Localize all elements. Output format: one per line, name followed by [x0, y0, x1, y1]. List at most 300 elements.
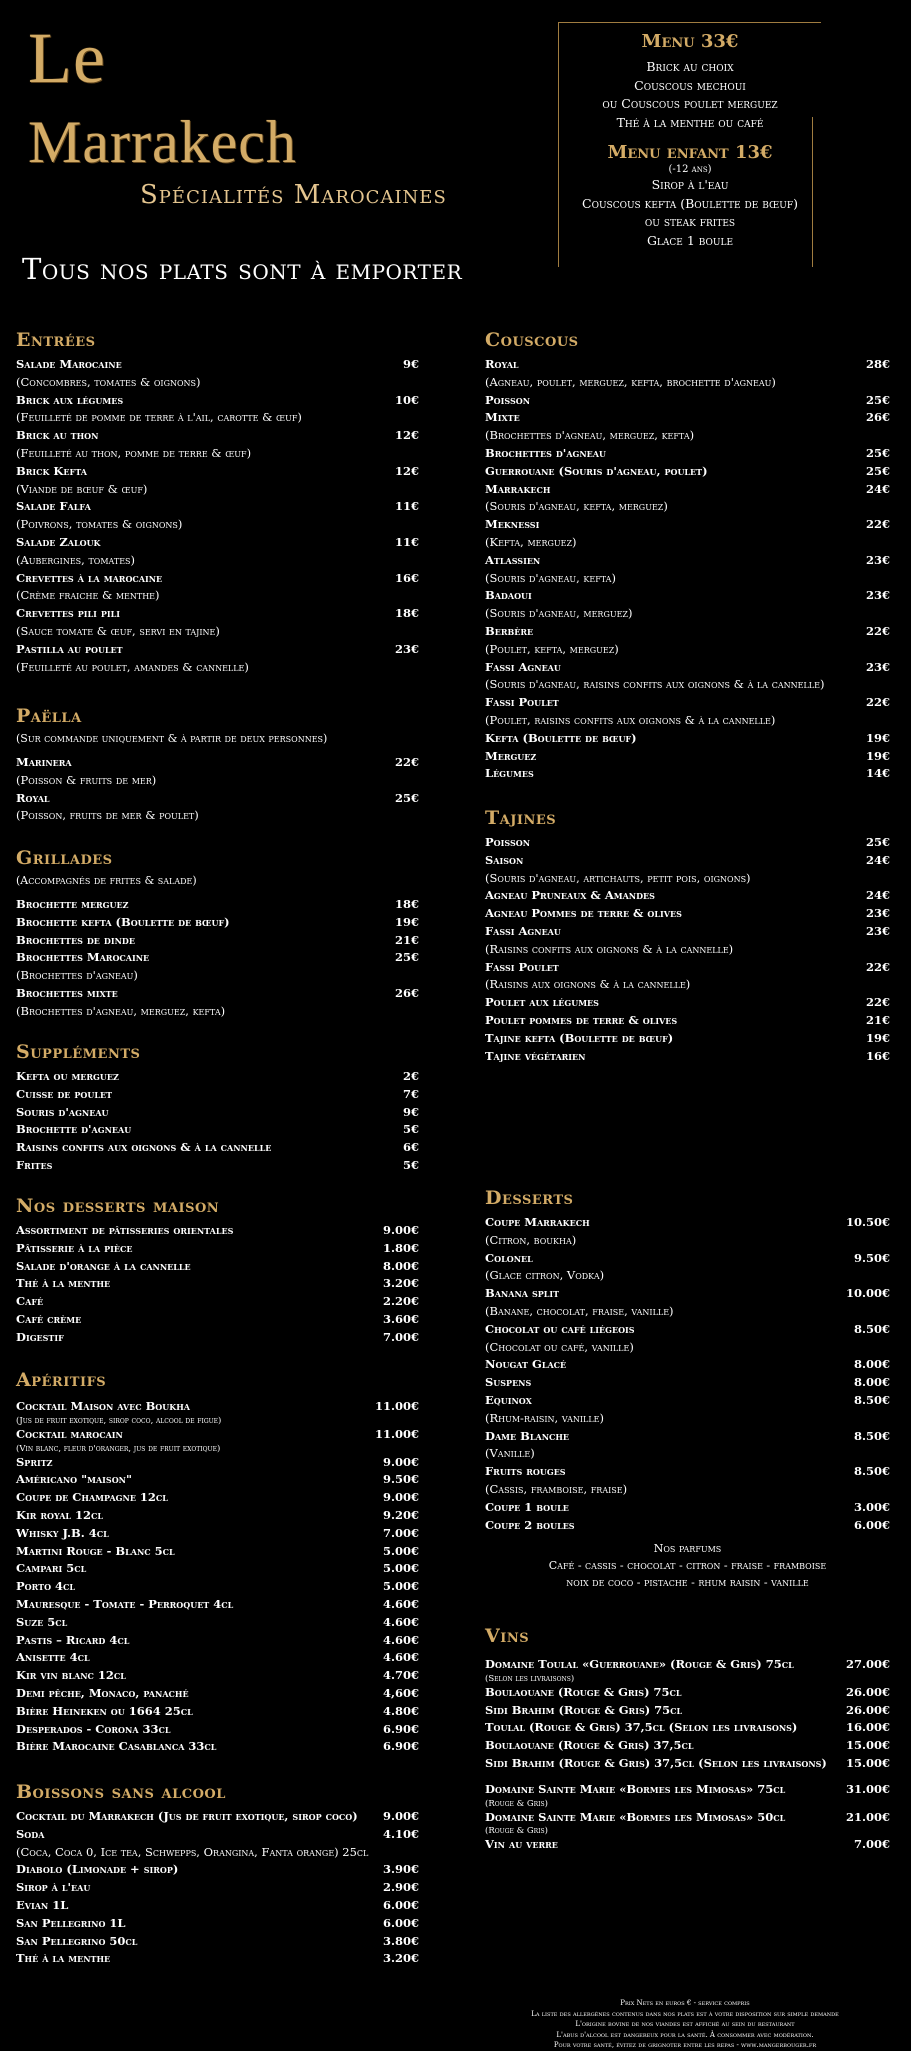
menu-item	[485, 1392, 890, 1410]
item-name: Brochette d'agneau	[16, 1122, 132, 1137]
item-description: (Souris d'agneau, kefta)	[485, 570, 616, 585]
item-description: (Raisins confits aux oignons & à la cannelle)	[485, 941, 734, 956]
item-name: Poulet aux légumes	[485, 995, 599, 1010]
item-price: 8.50€	[853, 1392, 890, 1407]
menu-item	[485, 659, 890, 677]
menu-item	[485, 887, 890, 905]
item-description: (Poulet, raisins confits aux oignons & à la cannelle)	[485, 712, 776, 727]
item-price: 4.60€	[382, 1614, 419, 1629]
menu-item	[485, 959, 890, 977]
menu-item	[16, 1543, 419, 1561]
menu-item	[16, 534, 419, 552]
item-price: 9.00€	[382, 1809, 419, 1823]
section-title: Paëlla	[16, 705, 82, 727]
item-price: 11.00€	[374, 1399, 419, 1413]
menu-line: ou Couscous poulet merguez	[602, 96, 778, 111]
item-name: Cocktail du Marrakech (Jus de fruit exotique, sirop coco)	[16, 1809, 358, 1823]
item-price: 3.20€	[382, 1951, 419, 1966]
item-price: 21€	[865, 1012, 890, 1027]
item-description: (Brochettes d'agneau)	[16, 968, 138, 983]
section-title: Entrées	[16, 329, 96, 351]
item-name: Martini Rouge - Blanc 5cl	[16, 1543, 175, 1558]
item-name: Thé à la menthe	[16, 1951, 111, 1966]
item-name: Salade Marocaine	[16, 357, 122, 371]
footer-legal	[480, 1998, 890, 2051]
item-name: Pastis – Ricard 4cl	[16, 1632, 130, 1647]
item-name: Toulal (Rouge & Gris) 37,5cl (Selon les livraisons)	[485, 1720, 798, 1735]
menu-line: Sirop à l'eau	[651, 177, 729, 192]
item-price: 6.00€	[853, 1517, 890, 1532]
item-price: 7€	[402, 1086, 419, 1101]
item-price: 23€	[865, 923, 890, 938]
item-name: Demi pêche, Monaco, panaché	[16, 1685, 189, 1700]
item-list	[16, 754, 419, 825]
item-description: (Concombres, tomates & oignons)	[16, 374, 201, 389]
item-name: Fruits rouges	[485, 1464, 566, 1479]
item-price: 2€	[402, 1069, 419, 1083]
item-name: Bière Heineken ou 1664 25cl	[16, 1703, 193, 1718]
menu-line: Couscous kefta (Boulette de bœuf)	[582, 195, 798, 211]
item-price: 31.00€	[845, 1781, 890, 1796]
item-price: 4.10€	[382, 1826, 419, 1841]
menu-item	[485, 1374, 890, 1392]
item-price: 6.90€	[382, 1721, 419, 1736]
section-aperitifs	[16, 1368, 419, 1756]
item-name: Kefta ou merguez	[16, 1069, 119, 1083]
item-name: Cocktail Maison avec Boukha	[16, 1399, 190, 1413]
item-name: Merguez	[485, 748, 537, 763]
menu-item	[16, 1703, 419, 1721]
logo-le: Le	[28, 18, 106, 98]
menu-line: Couscous mechoui	[634, 77, 746, 93]
menu-item	[485, 1428, 890, 1446]
menu-item	[485, 852, 890, 870]
item-name: Meknessi	[485, 517, 540, 532]
set-menu-box	[558, 22, 821, 267]
item-description: (Crème fraiche & menthe)	[16, 588, 160, 603]
item-name: Salade Zalouk	[16, 534, 101, 549]
item-description: (Cassis, framboise, fraise)	[485, 1481, 628, 1496]
item-price: 21.00€	[845, 1809, 890, 1824]
item-price: 27.00€	[845, 1657, 890, 1671]
logo-subtitle: Spécialités Marocaines	[140, 180, 447, 210]
item-price: 25€	[865, 835, 890, 849]
menu-item	[16, 985, 419, 1003]
item-price: 22€	[865, 517, 890, 532]
item-price: 9€	[402, 1104, 419, 1119]
section-title: Boissons sans alcool	[16, 1781, 226, 1803]
item-name: Anisette 4cl	[16, 1650, 90, 1665]
item-price: 21€	[394, 932, 419, 947]
parfums-title: Nos parfums	[653, 1542, 722, 1556]
item-name: Fassi Poulet	[485, 959, 559, 974]
menu-item	[16, 641, 419, 659]
menu-item	[16, 1104, 419, 1122]
item-name: Assortiment de pâtisseries orientales	[16, 1223, 234, 1237]
item-name: Coupe 1 boule	[485, 1499, 569, 1514]
menu-item	[16, 1086, 419, 1104]
item-price: 24€	[865, 888, 890, 903]
item-name: Digestif	[16, 1329, 64, 1344]
item-price: 15.00€	[845, 1738, 890, 1753]
item-name: Sidi Brahim (Rouge & Gris) 75cl	[485, 1702, 683, 1717]
menu-item	[485, 905, 890, 923]
item-price: 19€	[865, 748, 890, 763]
item-name: Whisky J.B. 4cl	[16, 1525, 109, 1540]
item-price: 26€	[394, 985, 419, 1000]
item-price: 4.80€	[382, 1703, 419, 1718]
item-price: 5.00€	[382, 1561, 419, 1576]
menu-item	[16, 1293, 419, 1311]
section-tajines	[485, 806, 890, 1065]
item-name: Campari 5cl	[16, 1561, 87, 1576]
menu-item	[485, 1809, 890, 1827]
enfant-lines	[559, 176, 821, 250]
item-price: 22€	[865, 995, 890, 1010]
menu-item	[485, 748, 890, 766]
menu-item	[485, 1499, 890, 1517]
item-name: Brochette merguez	[16, 897, 129, 911]
item-price: 4,60€	[382, 1685, 419, 1700]
item-price: 9.00€	[382, 1454, 419, 1469]
item-price: 23€	[865, 659, 890, 674]
menu-line: Brick au choix	[646, 59, 734, 74]
item-name: Colonel	[485, 1250, 533, 1265]
menu-item	[485, 1321, 890, 1339]
menu-item	[16, 1649, 419, 1667]
menu-item	[16, 1879, 419, 1897]
menu-item	[16, 1915, 419, 1933]
menu-line: ou steak frites	[644, 214, 736, 229]
item-name: Soda	[16, 1826, 45, 1841]
section-note: (Sur commande uniquement & à partir de deux personnes)	[16, 732, 328, 745]
item-price: 3.80€	[382, 1933, 419, 1948]
menu-item	[485, 1684, 890, 1702]
menu-item	[485, 1836, 890, 1854]
menu-item	[16, 463, 419, 481]
item-price: 4.60€	[382, 1596, 419, 1611]
item-name: San Pellegrino 1L	[16, 1915, 126, 1930]
item-name: Américano "maison"	[16, 1472, 132, 1487]
item-price: 9€	[402, 357, 419, 371]
section-desserts-maison	[16, 1194, 419, 1347]
item-name: Kir vin blanc 12cl	[16, 1668, 126, 1683]
menu-item	[16, 356, 419, 374]
item-name: Brochettes mixte	[16, 985, 118, 1000]
item-name: Evian 1L	[16, 1897, 69, 1912]
section-title: Tajines	[485, 807, 557, 829]
item-price: 12€	[394, 463, 419, 478]
section-note: (Accompagnés de frites & salade)	[16, 874, 197, 887]
item-name: Domaine Toulal «Guerrouane» (Rouge & Gris) 75cl	[485, 1657, 794, 1671]
item-name: Cuisse de poulet	[16, 1086, 113, 1101]
menu-item	[485, 1656, 890, 1674]
section-title: Nos desserts maison	[16, 1195, 220, 1217]
item-name: Marinera	[16, 755, 72, 769]
item-description: (Viande de bœuf & œuf)	[16, 481, 148, 496]
logo-marrakech: Marrakech	[28, 109, 297, 175]
item-note: (Rouge & Gris)	[485, 1798, 548, 1809]
item-name: Poisson	[485, 835, 531, 849]
item-description: (Banane, chocolat, fraise, vanille)	[485, 1303, 674, 1318]
menu-item	[485, 1214, 890, 1232]
menu-item	[16, 1808, 419, 1826]
item-price: 8.50€	[853, 1464, 890, 1479]
item-name: Tajine végétarien	[485, 1048, 586, 1063]
menu-item	[485, 356, 890, 374]
menu-item	[16, 1578, 419, 1596]
item-name: Nougat Glacé	[485, 1357, 567, 1372]
menu-item	[485, 587, 890, 605]
section-paella	[16, 704, 419, 825]
item-price: 9.00€	[382, 1490, 419, 1505]
item-price: 22€	[394, 755, 419, 769]
menu-title: Menu 33€	[641, 31, 739, 52]
item-name: Fassi Poulet	[485, 695, 559, 710]
item-description: (Poisson & fruits de mer)	[16, 772, 157, 787]
item-name: Brochettes Marocaine	[16, 950, 150, 965]
parfums	[485, 1540, 890, 1591]
item-name: Coupe 2 boules	[485, 1517, 575, 1532]
restaurant-logo	[28, 18, 498, 212]
item-price: 5€	[402, 1157, 419, 1172]
item-price: 2.20€	[382, 1294, 419, 1309]
item-price: 26.00€	[845, 1702, 890, 1717]
item-list	[16, 1222, 419, 1347]
menu-item	[485, 516, 890, 534]
section-title: Apéritifs	[16, 1369, 107, 1391]
item-price: 11.00€	[374, 1426, 419, 1441]
menu-item	[16, 1614, 419, 1632]
menu-item	[16, 1560, 419, 1578]
section-title: Vins	[485, 1625, 530, 1647]
item-name: Crevettes pili pili	[16, 606, 120, 621]
spacer	[485, 1773, 890, 1781]
item-price: 18€	[394, 606, 419, 621]
item-name: Agneau Pommes de terre & olives	[485, 906, 682, 921]
item-price: 25€	[394, 790, 419, 805]
item-price: 3.00€	[853, 1499, 890, 1514]
item-name: Café	[16, 1294, 44, 1309]
section-couscous	[485, 328, 890, 783]
item-price: 8.00€	[853, 1357, 890, 1372]
enfant-age: (-12 ans)	[668, 164, 712, 175]
item-name: Poisson	[485, 392, 531, 407]
menu-item	[485, 1719, 890, 1737]
item-price: 7.00€	[382, 1329, 419, 1344]
menu-item	[485, 694, 890, 712]
item-name: Raisins confits aux oignons & à la cannelle	[16, 1140, 272, 1155]
menu-item	[485, 834, 890, 852]
menu-item	[16, 1525, 419, 1543]
item-name: Brick aux légumes	[16, 392, 124, 407]
item-name: Spritz	[16, 1454, 53, 1469]
item-name: Kefta (Boulette de bœuf)	[485, 730, 637, 745]
item-price: 24€	[865, 852, 890, 867]
item-list	[485, 834, 890, 1065]
item-list	[16, 356, 419, 676]
item-name: Desperados - Corona 33cl	[16, 1721, 171, 1736]
item-name: Royal	[16, 790, 50, 805]
item-description: (Souris d'agneau, kefta, merguez)	[485, 499, 668, 514]
menu-item	[485, 463, 890, 481]
menu-item	[485, 552, 890, 570]
menu-item	[16, 949, 419, 967]
section-title: Grillades	[16, 847, 113, 869]
menu-item	[16, 754, 419, 772]
item-price: 28€	[865, 357, 890, 371]
item-price: 19€	[865, 730, 890, 745]
item-note: (Vin blanc, fleur d'oranger, jus de fruit exotique)	[16, 1443, 221, 1454]
item-name: Frites	[16, 1157, 53, 1172]
item-name: Brochettes d'agneau	[485, 445, 606, 460]
footer-line: L'abus d'alcool est dangereux pour la santé. À consommer avec modération.	[556, 2030, 814, 2039]
menu-item	[485, 1755, 890, 1773]
menu-item	[16, 1667, 419, 1685]
section-supplements	[16, 1040, 419, 1175]
item-name: Badaoui	[485, 588, 532, 603]
menu-item	[16, 1222, 419, 1240]
menu-item	[485, 1356, 890, 1374]
menu-item	[485, 392, 890, 410]
menu-item	[16, 1068, 419, 1086]
item-description: (Poulet, kefta, merguez)	[485, 641, 619, 656]
item-description: (Vanille)	[485, 1446, 535, 1461]
item-description: (Citron, boukha)	[485, 1232, 577, 1247]
item-price: 23€	[394, 641, 419, 656]
item-name: Coupe Marrakech	[485, 1215, 590, 1229]
item-name: Brochette kefta (Boulette de bœuf)	[16, 914, 230, 929]
item-name: Brick Kefta	[16, 463, 87, 478]
section-grillades	[16, 846, 419, 1021]
item-name: Brick au thon	[16, 428, 99, 443]
item-name: Sidi Brahim (Rouge & Gris) 37,5cl (Selon les livraisons)	[485, 1755, 827, 1770]
item-name: Boulaouane (Rouge & Gris) 37,5cl	[485, 1738, 694, 1753]
item-price: 19€	[394, 914, 419, 929]
footer-line: L'origine bovine de nos viandes est affiché au sein du restaurant	[575, 2020, 795, 2028]
item-price: 26€	[865, 410, 890, 425]
menu-item	[16, 1240, 419, 1258]
item-price: 2.90€	[382, 1880, 419, 1895]
item-note: (Selon les livraisons)	[485, 1673, 575, 1684]
item-price: 24€	[865, 481, 890, 496]
item-description: (Glace citron, Vodka)	[485, 1268, 605, 1283]
item-price: 5.00€	[382, 1543, 419, 1558]
item-description: (Souris d'agneau, artichauts, petit pois, oignons)	[485, 870, 751, 885]
item-price: 23€	[865, 552, 890, 567]
menu-item	[485, 1517, 890, 1535]
menu-item	[16, 932, 419, 950]
menu-item	[485, 1781, 890, 1799]
menu-item	[16, 392, 419, 410]
item-price: 22€	[865, 959, 890, 974]
item-description: (Poisson, fruits de mer & poulet)	[16, 808, 199, 823]
menu-item	[16, 1738, 419, 1756]
item-list	[16, 1808, 419, 1968]
menu-item	[16, 1826, 419, 1844]
item-price: 10€	[394, 392, 419, 407]
item-description: (Brochettes d'agneau, merguez, kefta)	[485, 428, 695, 443]
item-name: Agneau Pruneaux & Amandes	[485, 888, 655, 903]
item-name: Tajine kefta (Boulette de bœuf)	[485, 1030, 674, 1045]
item-price: 6€	[402, 1140, 419, 1155]
menu-item	[16, 1507, 419, 1525]
item-price: 4.60€	[382, 1632, 419, 1647]
item-description: (Raisins aux oignons & à la cannelle)	[485, 977, 691, 992]
item-description: (Feuilleté au poulet, amandes & cannelle)	[16, 659, 249, 674]
item-name: Salade d'orange à la cannelle	[16, 1258, 191, 1273]
item-name: Banana split	[485, 1286, 560, 1301]
item-name: Légumes	[485, 766, 534, 781]
item-price: 4.60€	[382, 1650, 419, 1665]
item-description: (Kefta, merguez)	[485, 534, 577, 549]
item-name: Boulaouane (Rouge & Gris) 75cl	[485, 1684, 682, 1699]
menu-item	[16, 1258, 419, 1276]
menu-line: Glace 1 boule	[646, 232, 734, 248]
item-price: 3.60€	[382, 1311, 419, 1326]
menu-item	[16, 605, 419, 623]
menu-item	[16, 1632, 419, 1650]
item-name: Thé à la menthe	[16, 1276, 111, 1291]
footer-line: Prix Nets en euros € - service compris	[620, 1999, 750, 2007]
menu-item	[485, 445, 890, 463]
item-name: Fassi Agneau	[485, 659, 561, 674]
menu-item	[485, 994, 890, 1012]
menu-item	[16, 1596, 419, 1614]
item-list	[485, 356, 890, 783]
item-price: 8.00€	[382, 1258, 419, 1273]
item-price: 6.00€	[382, 1897, 419, 1912]
menu-item	[485, 1463, 890, 1481]
menu-item	[16, 1398, 419, 1416]
menu-item	[485, 730, 890, 748]
item-price: 7.00€	[382, 1525, 419, 1540]
item-price: 6.00€	[382, 1915, 419, 1930]
item-price: 1.80€	[382, 1240, 419, 1255]
item-name: Porto 4cl	[16, 1579, 76, 1594]
menu-item	[16, 1454, 419, 1472]
item-description: (Brochettes d'agneau, merguez, kefta)	[16, 1003, 226, 1018]
item-list	[16, 896, 419, 1021]
menu-item	[16, 914, 419, 932]
menu-item	[16, 1471, 419, 1489]
parfums-line: noix de coco - pistache - rhum raisin - vanille	[566, 1576, 809, 1590]
footer-line: Pour votre santé, évitez de grignoter entre les repas - www.mangerbouger.fr	[553, 2041, 817, 2049]
item-price: 8.50€	[853, 1428, 890, 1443]
item-note: (Jus de fruit exotique, sirop coco, alcool de figue)	[16, 1415, 222, 1426]
item-name: Vin au verre	[485, 1837, 558, 1852]
item-name: Chocolat ou café liégeois	[485, 1321, 635, 1336]
menu-item	[16, 570, 419, 588]
parfums-line: Café - cassis - chocolat - citron - fraise - framboise	[548, 1559, 827, 1573]
menu-item	[16, 1950, 419, 1968]
item-price: 19€	[865, 1030, 890, 1045]
menu-item	[485, 1702, 890, 1720]
item-name: Royal	[485, 357, 519, 371]
item-name: Fassi Agneau	[485, 923, 561, 938]
item-price: 14€	[865, 766, 890, 781]
menu-item	[16, 1329, 419, 1347]
menu-item	[16, 1157, 419, 1175]
item-price: 11€	[394, 534, 419, 549]
item-name: Equinox	[485, 1392, 532, 1407]
item-description: (Souris d'agneau, raisins confits aux oignons & à la cannelle)	[485, 677, 825, 692]
menu-item	[16, 1685, 419, 1703]
item-price: 22€	[865, 695, 890, 710]
item-price: 8.50€	[853, 1321, 890, 1336]
item-name: Marrakech	[485, 481, 551, 496]
item-name: Domaine Sainte Marie «Bormes les Mimosas» 75cl	[485, 1781, 786, 1796]
